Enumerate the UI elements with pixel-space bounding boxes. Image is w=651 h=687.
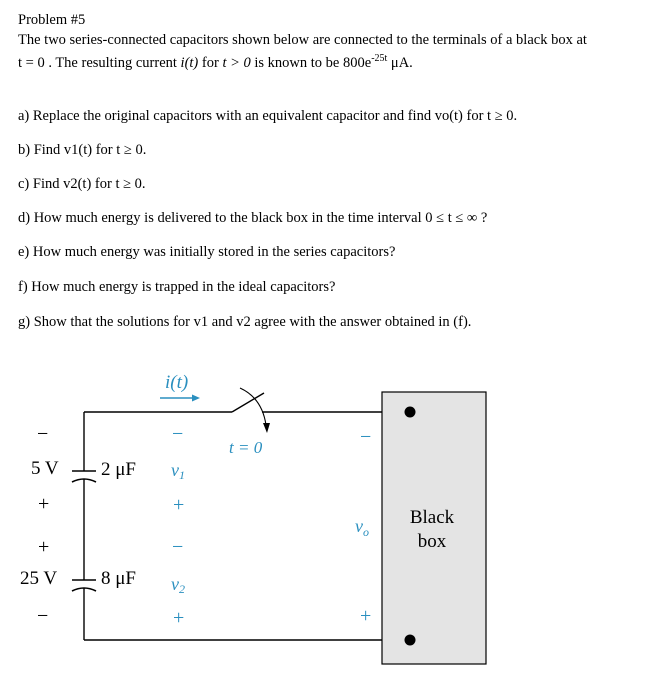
black-box bbox=[382, 392, 486, 664]
v2-minus-sign: − bbox=[172, 536, 184, 558]
v2-symbol: v bbox=[171, 574, 179, 594]
current-label: i(t) bbox=[165, 372, 189, 393]
time-condition: t > 0 bbox=[222, 54, 251, 71]
question-f: f) How much energy is trapped in the ideal capacitors? bbox=[18, 279, 336, 295]
switch-label: t = 0 bbox=[229, 438, 263, 457]
cap1-voltage: 5 V bbox=[31, 458, 59, 479]
cap2-voltage: 25 V bbox=[20, 568, 58, 589]
cap2-plus-sign: + bbox=[38, 536, 50, 558]
intro-text-b: for bbox=[198, 54, 223, 71]
switch-arrow-head bbox=[263, 423, 270, 433]
v2-label bbox=[171, 574, 185, 596]
question-d: d) How much energy is delivered to the black box in the time interval 0 ≤ t ≤ ∞ ? bbox=[18, 210, 488, 226]
cap1-minus-sign: − bbox=[37, 423, 49, 445]
question-b: b) Find v1(t) for t ≥ 0. bbox=[18, 142, 147, 158]
v1-minus-sign: − bbox=[172, 423, 184, 445]
exponent: -25t bbox=[371, 53, 388, 64]
problem-intro-line1: The two series-connected capacitors shown below are connected to the terminals of a black box at bbox=[18, 32, 587, 48]
terminal-bottom bbox=[405, 635, 416, 646]
question-a: a) Replace the original capacitors with an equivalent capacitor and find vo(t) for t ≥ 0. bbox=[18, 108, 518, 124]
v2-subscript: 2 bbox=[179, 582, 185, 596]
v1-symbol: v bbox=[171, 460, 179, 480]
question-g: g) Show that the solutions for v1 and v2 agree with the answer obtained in (f). bbox=[18, 314, 472, 330]
cap1-plus-sign: + bbox=[38, 493, 50, 515]
vo-symbol: v bbox=[355, 516, 363, 536]
cap2-value: 8 μF bbox=[101, 568, 137, 589]
terminal-top bbox=[405, 407, 416, 418]
cap1-value: 2 μF bbox=[101, 459, 137, 480]
problem-title: Problem #5 bbox=[18, 12, 86, 28]
black-box-label-line2: box bbox=[417, 531, 447, 552]
switch-blade bbox=[232, 393, 264, 412]
v1-subscript: 1 bbox=[179, 468, 185, 482]
current-arrow-head bbox=[192, 395, 200, 402]
intro-text-a: t = 0 . The resulting current bbox=[18, 54, 181, 71]
intro-text-d: μA. bbox=[387, 54, 413, 71]
vo-minus-sign: − bbox=[360, 426, 372, 448]
vo-subscript: o bbox=[363, 525, 369, 539]
v1-plus-sign: + bbox=[173, 494, 185, 516]
vo-label bbox=[355, 516, 369, 539]
v2-plus-sign: + bbox=[173, 607, 185, 629]
cap2-minus-sign: − bbox=[37, 605, 49, 627]
question-e: e) How much energy was initially stored in the series capacitors? bbox=[18, 244, 396, 260]
current-symbol: i(t) bbox=[180, 54, 199, 71]
vo-plus-sign: + bbox=[360, 605, 372, 627]
intro-text-c: is known to be 800e bbox=[250, 54, 372, 71]
black-box-label-line1: Black bbox=[409, 507, 455, 528]
question-c: c) Find v2(t) for t ≥ 0. bbox=[18, 176, 146, 192]
v1-label bbox=[171, 460, 185, 482]
